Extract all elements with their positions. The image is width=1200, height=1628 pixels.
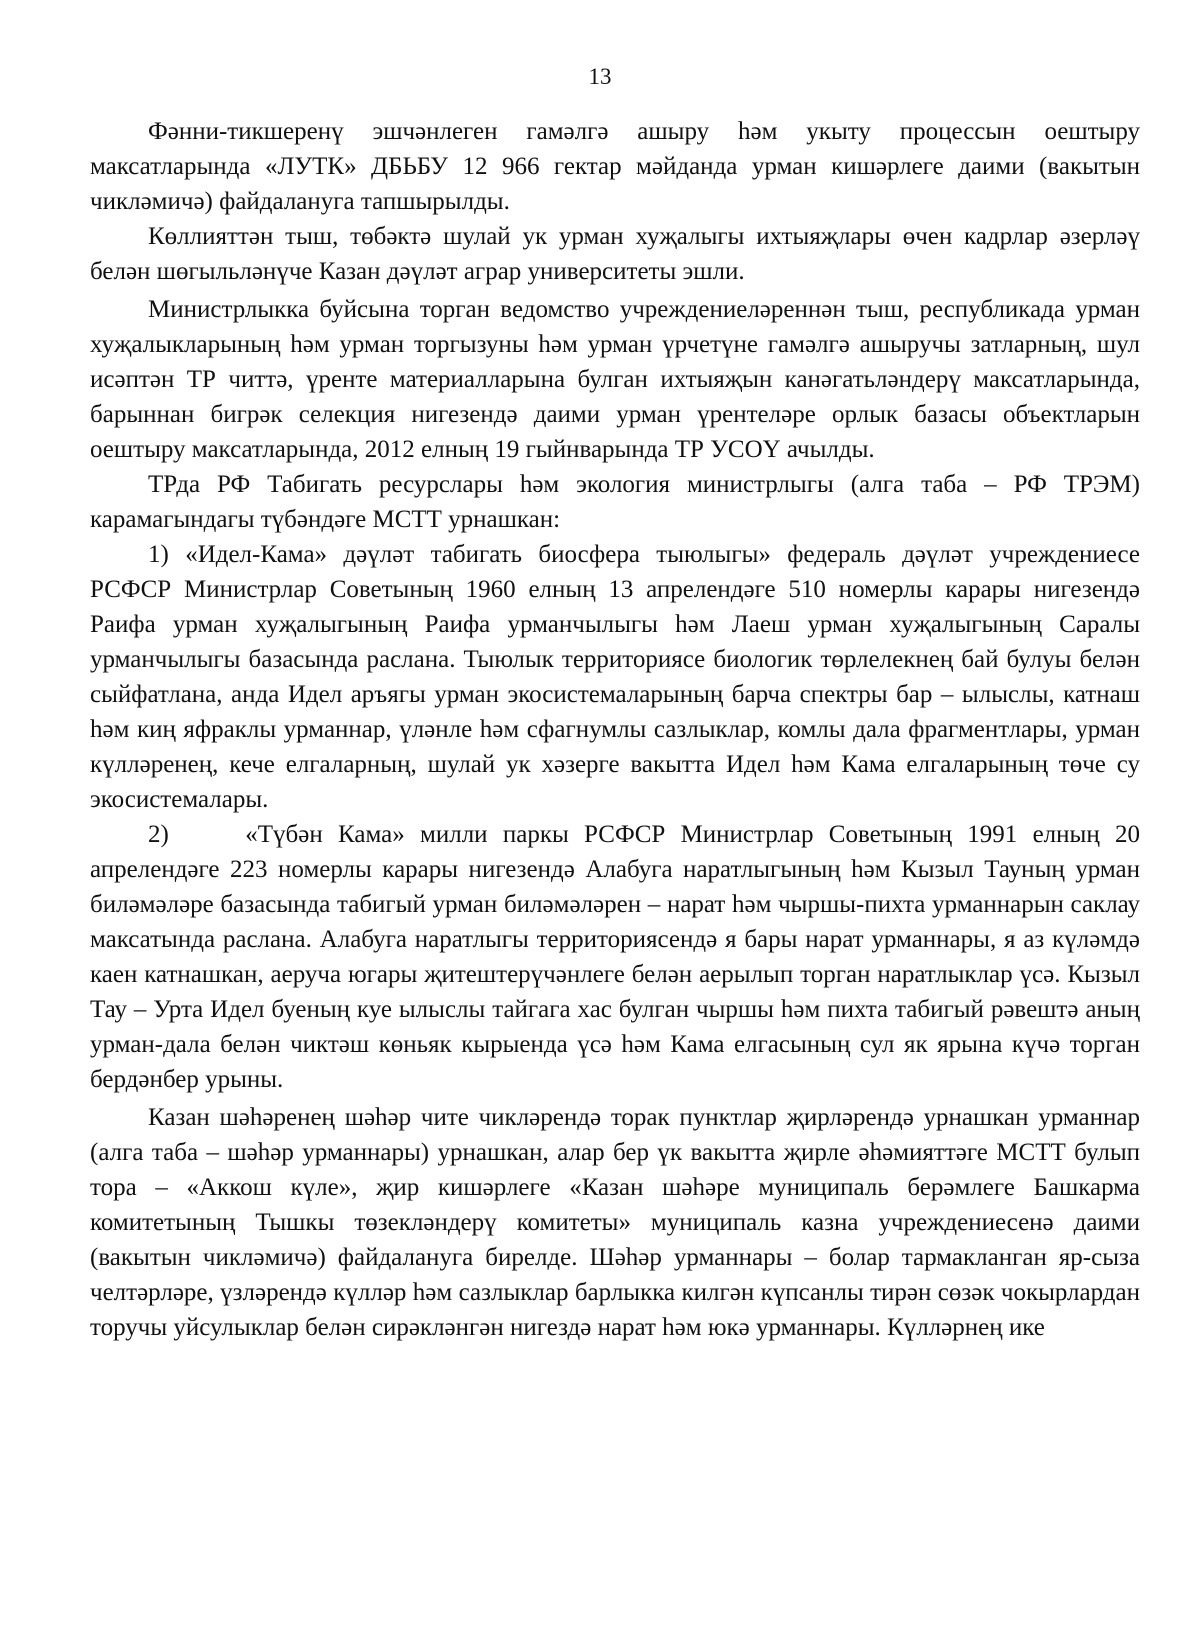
paragraph-4: ТРда РФ Табигать ресурслары һәм экология министрлыгы (алга таба – РФ ТРЭМ) карамагындагы түбәндәге МСТТ урнашкан: [90,471,1140,533]
paragraph-1: Фәнни-тикшеренү эшчәнлеген гамәлгә ашыру һәм укыту процессын оештыру максатларында «ЛУТК» ДБЬБУ 12 966 гектар мәйданда урман кишәрлеге даими (вакытын чикләмичә) файдалануга тапшырылды. [90,118,1140,215]
paragraph-7: Казан шәһәренең шәһәр чите чикләрендә торак пунктлар җирләрендә урнашкан урманнар (алга таба – шәһәр урманнары) урнашкан, алар бер үк вакытта җирле әһәмияттәге МСТТ булып тора – «Аккош күле», җир кишәрлеге «Казан шәһәре муниципаль берәмлеге Башкарма комитетының Тышкы төзекләндерү комитеты» муниципаль казна учреждениесенә даими (вакытын чикләмичә) файдалануга бирелде. Шәһәр урманнары – болар тармакланган яр-сыза челтәрләре, үзләрендә күлләр һәм сазлыклар барлыкка килгән күпсанлы тирән сөзәк чокырлардан торучы уйсулыклар белән сирәкләнгән нигездә нарат һәм юкә урманнары. Күлләрнең ике [90,1104,1140,1341]
paragraph-2: Көллияттән тыш, төбәктә шулай ук урман хуҗалыгы ихтыяҗлары өчен кадрлар әзерләү белән шөгыльләнүче Казан дәүләт аграр университеты эшли. [90,223,1140,285]
document-body [90,114,1147,1345]
paragraph-6: 2) «Түбән Кама» милли паркы РСФСР Министрлар Советының 1991 елның 20 апрелендәге 223 номерлы карары нигезендә Алабуга наратлыгының һәм Кызыл Тауның урман биләмәләре базасында табигый урман биләмәләрен – нарат һәм чыршы-пихта урманнарын саклау максатында раслана. Алабуга наратлыгы территориясендә я бары нарат урманнары, я аз күләмдә каен катнашкан, аеруча югары җитештерүчәнлеге белән аерылып торган наратлыклар үсә. Кызыл Тау – Урта Идел буеның куе ылыслы тайгага хас булган чыршы һәм пихта табигый рәвештә аның урман-дала белән чиктәш көньяк кырыенда үсә һәм Кама елгасының сул як ярына күчә торган бердәнбер урыны. [90,821,1147,1093]
page-number: 13 [588,64,612,89]
paragraph-3: Министрлыкка буйсына торган ведомство учреждениеләреннән тыш, республикада урман хуҗалыкларының һәм урман торгызуны һәм урман үрчетүне гамәлгә ашыручы затларның, шул исәптән ТР читтә, үренте материалларына булган ихтыяҗын канәгатьләндерү максатларында, барыннан бигрәк селекция нигезендә даими урман үрентеләре орлык базасы объектларын оештыру максатларында, 2012 елның 19 гыйнварында ТР УСОҮ ачылды. [90,296,1140,463]
paragraph-5: 1) «Идел-Кама» дәүләт табигать биосфера тыюлыгы» федераль дәүләт учреждениесе РСФСР Министрлар Советының 1960 елның 13 апрелендәге 510 номерлы карары нигезендә Раифа урман хуҗалыгының Раифа урманчылыгы һәм Лаеш урман хуҗалыгының Саралы урманчылыгы базасында раслана. Тыюлык территориясе биологик төрлелекнең бай булуы белән сыйфатлана, анда Идел аръягы урман экосистемаларының барча спектры бар – ылыслы, катнаш һәм киң яфраклы урманнар, үләнле һәм сфагнумлы сазлыклар, комлы дала фрагментлары, урман күлләренең, кече елгаларның, шулай ук хәзерге вакытта Идел һәм Кама елгаларының төче су экосистемалары. [90,541,1140,813]
